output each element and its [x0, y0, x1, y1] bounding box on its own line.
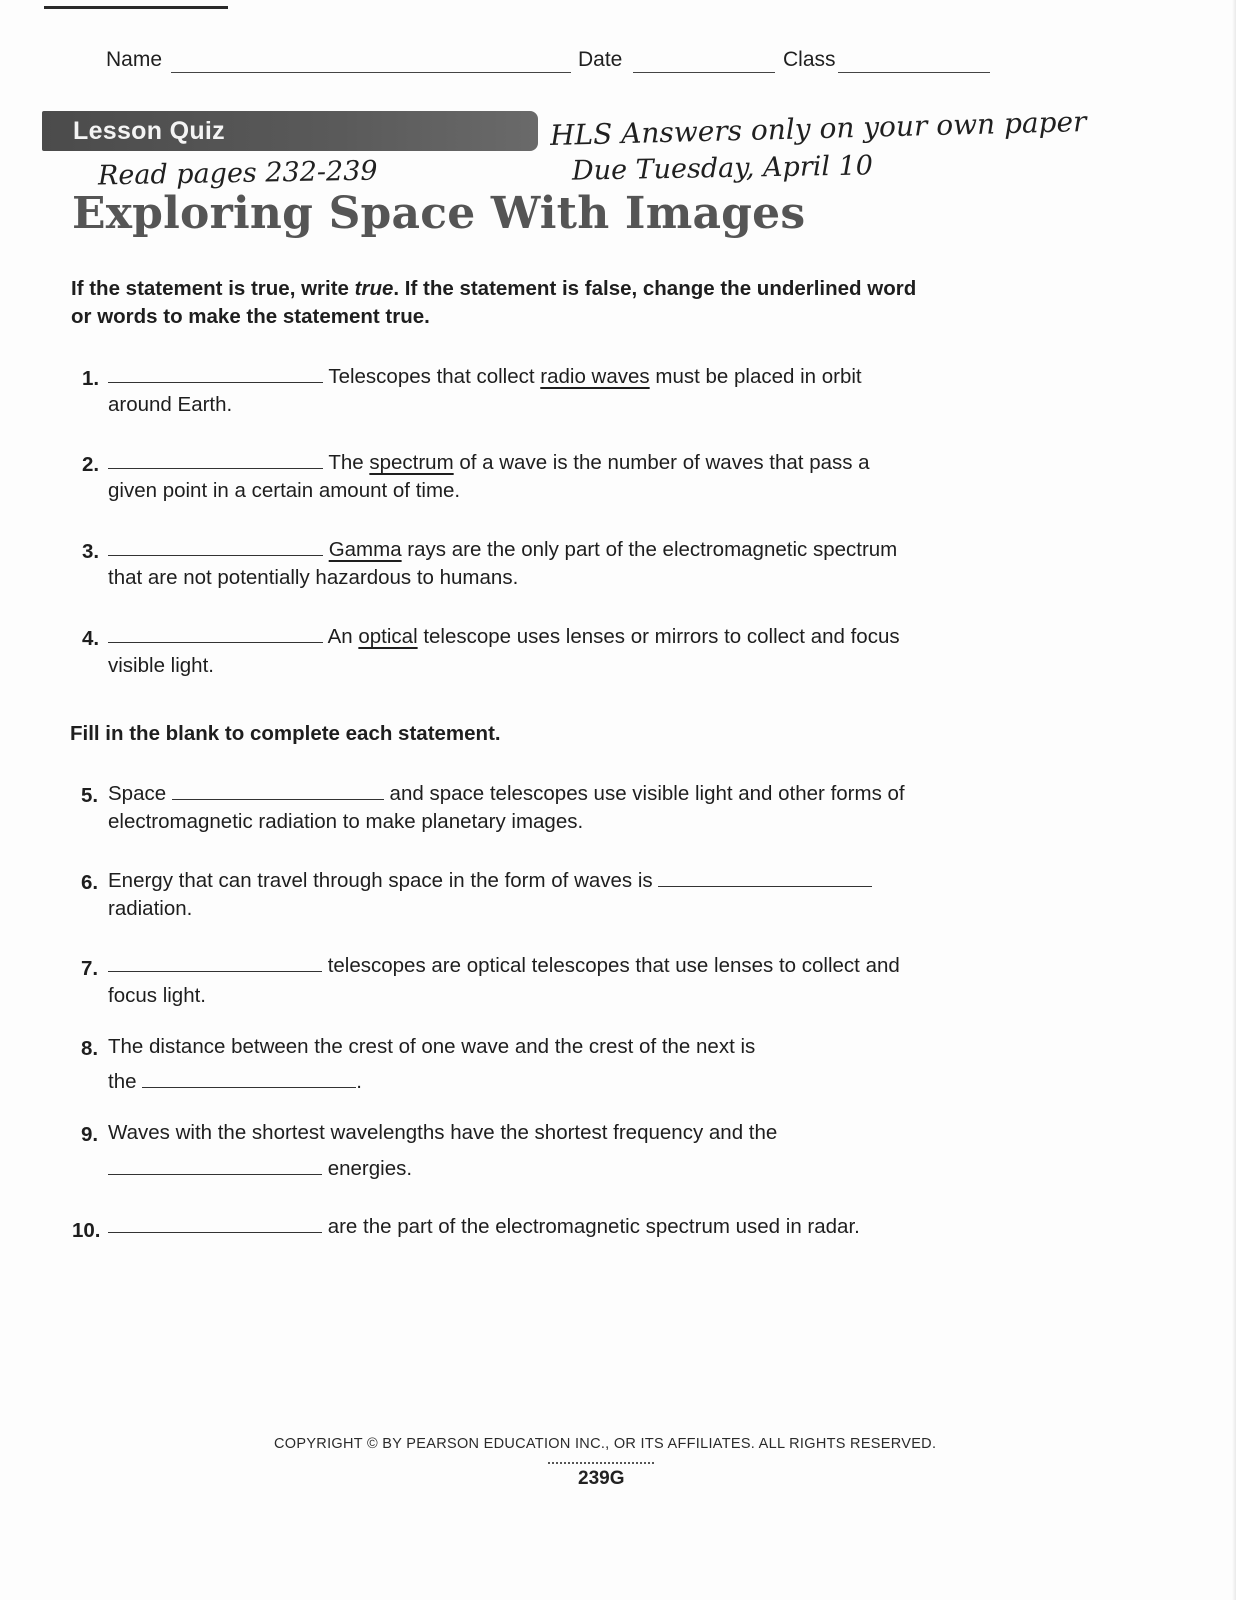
- question-4-line2: visible light.: [108, 654, 214, 677]
- question-7: [108, 952, 900, 980]
- name-label: Name: [106, 48, 163, 71]
- instructions-text-1: If the statement is true, write: [71, 277, 355, 300]
- lesson-quiz-banner: [42, 111, 538, 151]
- handwritten-note-due-date: Due Tuesday, April 10: [571, 150, 874, 187]
- question-9-answer-blank[interactable]: [108, 1156, 322, 1175]
- section1-instructions: [71, 275, 916, 331]
- instructions-true-word: true: [354, 277, 394, 300]
- question-1: [108, 363, 862, 391]
- class-label: Class: [783, 48, 836, 71]
- question-5-line2: electromagnetic radiation to make planetary images.: [108, 810, 584, 833]
- question-4-text-pre: An: [327, 625, 359, 648]
- question-10-answer-blank[interactable]: [108, 1214, 322, 1233]
- copyright-notice: COPYRIGHT © BY PEARSON EDUCATION INC., OR ITS AFFILIATES. ALL RIGHTS RESERVED.: [274, 1436, 937, 1452]
- question-3-answer-blank[interactable]: [108, 537, 323, 556]
- question-6-line2: radiation.: [108, 897, 193, 920]
- question-5-text-post: and space telescopes use visible light and other forms of: [389, 782, 905, 805]
- question-3-text-post: rays are the only part of the electromagnetic spectrum: [401, 538, 898, 561]
- question-3-underlined: Gamma: [328, 538, 402, 561]
- question-8-text-pre: the: [108, 1070, 137, 1093]
- question-10-number: 10.: [72, 1219, 101, 1242]
- question-9-number: 9.: [81, 1123, 99, 1146]
- class-field[interactable]: [838, 72, 990, 73]
- question-8-line1: The distance between the crest of one wave and the crest of the next is: [108, 1035, 756, 1058]
- question-8-number: 8.: [81, 1037, 99, 1060]
- question-8-text-post: .: [356, 1070, 362, 1093]
- question-9-text-post: energies.: [327, 1157, 413, 1180]
- question-5-number: 5.: [81, 784, 99, 807]
- question-3-number: 3.: [82, 540, 100, 563]
- section2-instructions: Fill in the blank to complete each statement.: [70, 722, 501, 745]
- question-8-answer-blank[interactable]: [142, 1069, 356, 1088]
- question-4-number: 4.: [82, 627, 100, 650]
- question-4-text-post: telescope uses lenses or mirrors to collect and focus: [417, 625, 900, 648]
- question-10-text-post: are the part of the electromagnetic spectrum used in radar.: [327, 1215, 860, 1238]
- question-5-text-pre: Space: [108, 782, 167, 805]
- question-6-answer-blank[interactable]: [658, 868, 872, 887]
- question-2-text-post: of a wave is the number of waves that pass a: [453, 451, 870, 474]
- question-7-answer-blank[interactable]: [108, 953, 322, 972]
- question-4-underlined: optical: [358, 625, 418, 648]
- name-field[interactable]: [171, 72, 571, 73]
- scan-edge-mark: [44, 6, 228, 9]
- question-2-line2: given point in a certain amount of time.: [108, 479, 461, 502]
- instructions-text-3: or words to make the statement true.: [71, 305, 430, 328]
- question-6-number: 6.: [81, 871, 99, 894]
- handwritten-note-read-pages: Read pages 232-239: [97, 155, 378, 192]
- question-3: [108, 536, 897, 564]
- date-label: Date: [578, 48, 623, 71]
- banner-label: Lesson Quiz: [73, 117, 225, 145]
- question-4: [108, 623, 900, 651]
- question-3-line2: that are not potentially hazardous to humans.: [108, 566, 519, 589]
- scan-edge-shadow: [1232, 0, 1236, 1600]
- question-1-number: 1.: [82, 367, 100, 390]
- question-2: [108, 449, 870, 477]
- question-1-line2: around Earth.: [108, 393, 233, 416]
- question-6-text-pre: Energy that can travel through space in the form of waves is: [108, 869, 653, 892]
- question-10: [108, 1213, 860, 1241]
- page-number: 239G: [578, 1468, 625, 1489]
- question-1-underlined: radio waves: [540, 365, 650, 388]
- page-title: Exploring Space With Images: [72, 188, 806, 239]
- question-5-answer-blank[interactable]: [172, 781, 384, 800]
- question-2-answer-blank[interactable]: [108, 450, 323, 469]
- question-5: [108, 780, 905, 808]
- question-2-text-pre: The: [328, 451, 370, 474]
- question-9: [108, 1155, 412, 1183]
- handwritten-note-answers: HLS Answers only on your own paper: [549, 104, 1087, 153]
- question-2-underlined: spectrum: [369, 451, 454, 474]
- question-1-answer-blank[interactable]: [108, 364, 323, 383]
- question-7-text-post: telescopes are optical telescopes that use lenses to collect and: [327, 954, 900, 977]
- question-7-line2: focus light.: [108, 984, 206, 1007]
- question-1-text-pre: Telescopes that collect: [328, 365, 541, 388]
- question-2-number: 2.: [82, 453, 100, 476]
- question-4-answer-blank[interactable]: [108, 624, 323, 643]
- date-field[interactable]: [633, 72, 775, 73]
- question-6: [108, 867, 872, 895]
- instructions-text-2: . If the statement is false, change the underlined word: [393, 277, 917, 300]
- question-9-line1: Waves with the shortest wavelengths have the shortest frequency and the: [108, 1121, 778, 1144]
- question-7-number: 7.: [81, 957, 99, 980]
- question-1-text-post: must be placed in orbit: [649, 365, 862, 388]
- question-8: [108, 1068, 362, 1096]
- footer-divider: [548, 1462, 654, 1464]
